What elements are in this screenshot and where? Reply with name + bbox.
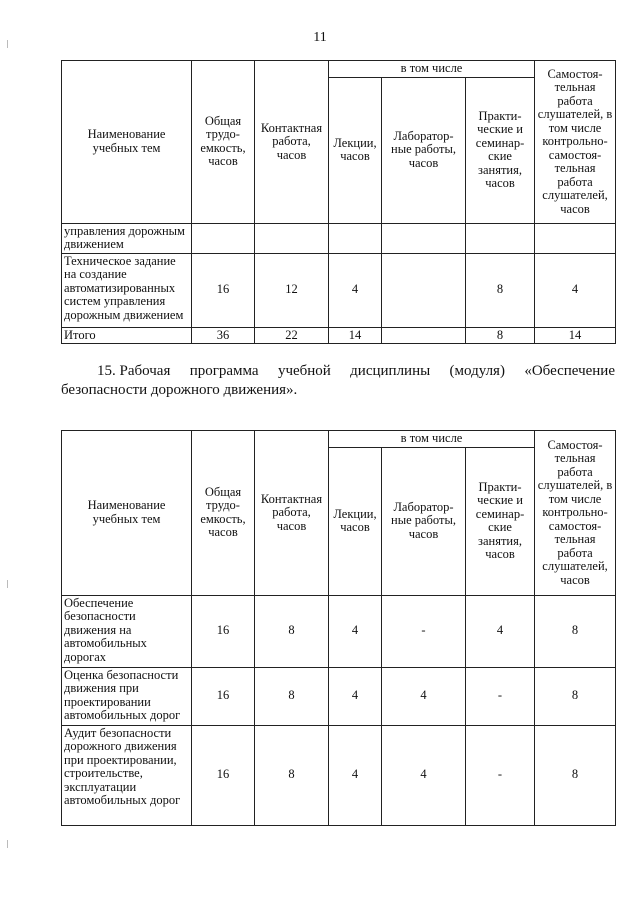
header-labs: Лаборатор-ные работы, часов: [382, 447, 466, 595]
table-row: [62, 667, 616, 725]
header-including: в том числе: [329, 61, 535, 78]
cell-practice: -: [466, 725, 535, 825]
para-word: 15. Рабочая: [97, 363, 171, 379]
topics-table-1: [61, 60, 616, 344]
cell-self: 14: [535, 327, 616, 344]
header-contact: Контактная работа, часов: [255, 431, 329, 596]
cell-labs: -: [382, 595, 466, 667]
para-word: дисциплины: [350, 363, 431, 379]
cell-labs: 4: [382, 667, 466, 725]
cell-contact: [255, 223, 329, 253]
cell-self: 4: [535, 253, 616, 327]
header-practice: Практи-ческие и семинар-ские занятия, часов: [466, 77, 535, 223]
cell-practice: [466, 223, 535, 253]
cell-lectures: [329, 223, 382, 253]
cell-self: 8: [535, 595, 616, 667]
table-row: [62, 725, 616, 825]
cell-contact: 22: [255, 327, 329, 344]
para-word: «Обеспечение: [524, 363, 615, 379]
topics-table-2: [61, 430, 616, 826]
cell-lectures: 4: [329, 595, 382, 667]
cell-total: 16: [192, 253, 255, 327]
cell-labs: 4: [382, 725, 466, 825]
program-paragraph: [61, 362, 615, 400]
header-self: Самостоя-тельная работа слушателей, в том числе контрольно-самостоя-тельная работа слушателей, часов: [535, 431, 616, 596]
total-label: Итого: [62, 327, 192, 344]
header-labs: Лаборатор-ные работы, часов: [382, 77, 466, 223]
cell-self: 8: [535, 667, 616, 725]
cell-labs: [382, 327, 466, 344]
header-name: Наименование учебных тем: [62, 61, 192, 224]
page-number: 11: [313, 30, 327, 45]
header-self: Самостоя-тельная работа слушателей, в том числе контрольно-самостоя-тельная работа слушателей, часов: [535, 61, 616, 224]
table-row: [62, 595, 616, 667]
header-name: Наименование учебных тем: [62, 431, 192, 596]
header-contact: Контактная работа, часов: [255, 61, 329, 224]
cell-total: 16: [192, 725, 255, 825]
total-row: [62, 327, 616, 344]
scan-mark: [7, 40, 8, 48]
cell-practice: -: [466, 667, 535, 725]
topic-name: Обеспечение безопасности движения на автомобильных дорогах: [62, 595, 192, 667]
cell-lectures: 4: [329, 667, 382, 725]
header-total: Общая трудо-емкость, часов: [192, 431, 255, 596]
table-row: [62, 253, 616, 327]
para-word: программа: [189, 363, 259, 379]
cell-lectures: 4: [329, 725, 382, 825]
cell-practice: 8: [466, 327, 535, 344]
header-including: в том числе: [329, 431, 535, 448]
scan-mark: [7, 580, 8, 588]
cell-contact: 12: [255, 253, 329, 327]
para-word: учебной: [277, 363, 331, 379]
cell-total: 36: [192, 327, 255, 344]
header-total: Общая трудо-емкость, часов: [192, 61, 255, 224]
cell-contact: 8: [255, 595, 329, 667]
cell-labs: [382, 223, 466, 253]
cell-total: 16: [192, 595, 255, 667]
cell-lectures: 4: [329, 253, 382, 327]
topic-name: Оценка безопасности движения при проектировании автомобильных дорог: [62, 667, 192, 725]
para-line-2: безопасности дорожного движения».: [61, 382, 298, 398]
topic-name: управления дорожным движением: [62, 223, 192, 253]
para-word: (модуля): [449, 363, 505, 379]
cell-self: [535, 223, 616, 253]
cell-contact: 8: [255, 667, 329, 725]
scan-mark: [7, 840, 8, 848]
cell-practice: 8: [466, 253, 535, 327]
header-lectures: Лекции, часов: [329, 77, 382, 223]
cell-contact: 8: [255, 725, 329, 825]
topic-name: Аудит безопасности дорожного движения при проектировании, строительстве, эксплуатации автомобильных дорог: [62, 725, 192, 825]
cell-labs: [382, 253, 466, 327]
table-row: [62, 223, 616, 253]
cell-practice: 4: [466, 595, 535, 667]
topic-name: Техническое задание на создание автоматизированных систем управления дорожным движением: [62, 253, 192, 327]
cell-total: [192, 223, 255, 253]
header-lectures: Лекции, часов: [329, 447, 382, 595]
cell-lectures: 14: [329, 327, 382, 344]
cell-total: 16: [192, 667, 255, 725]
cell-self: 8: [535, 725, 616, 825]
header-practice: Практи-ческие и семинар-ские занятия, часов: [466, 447, 535, 595]
